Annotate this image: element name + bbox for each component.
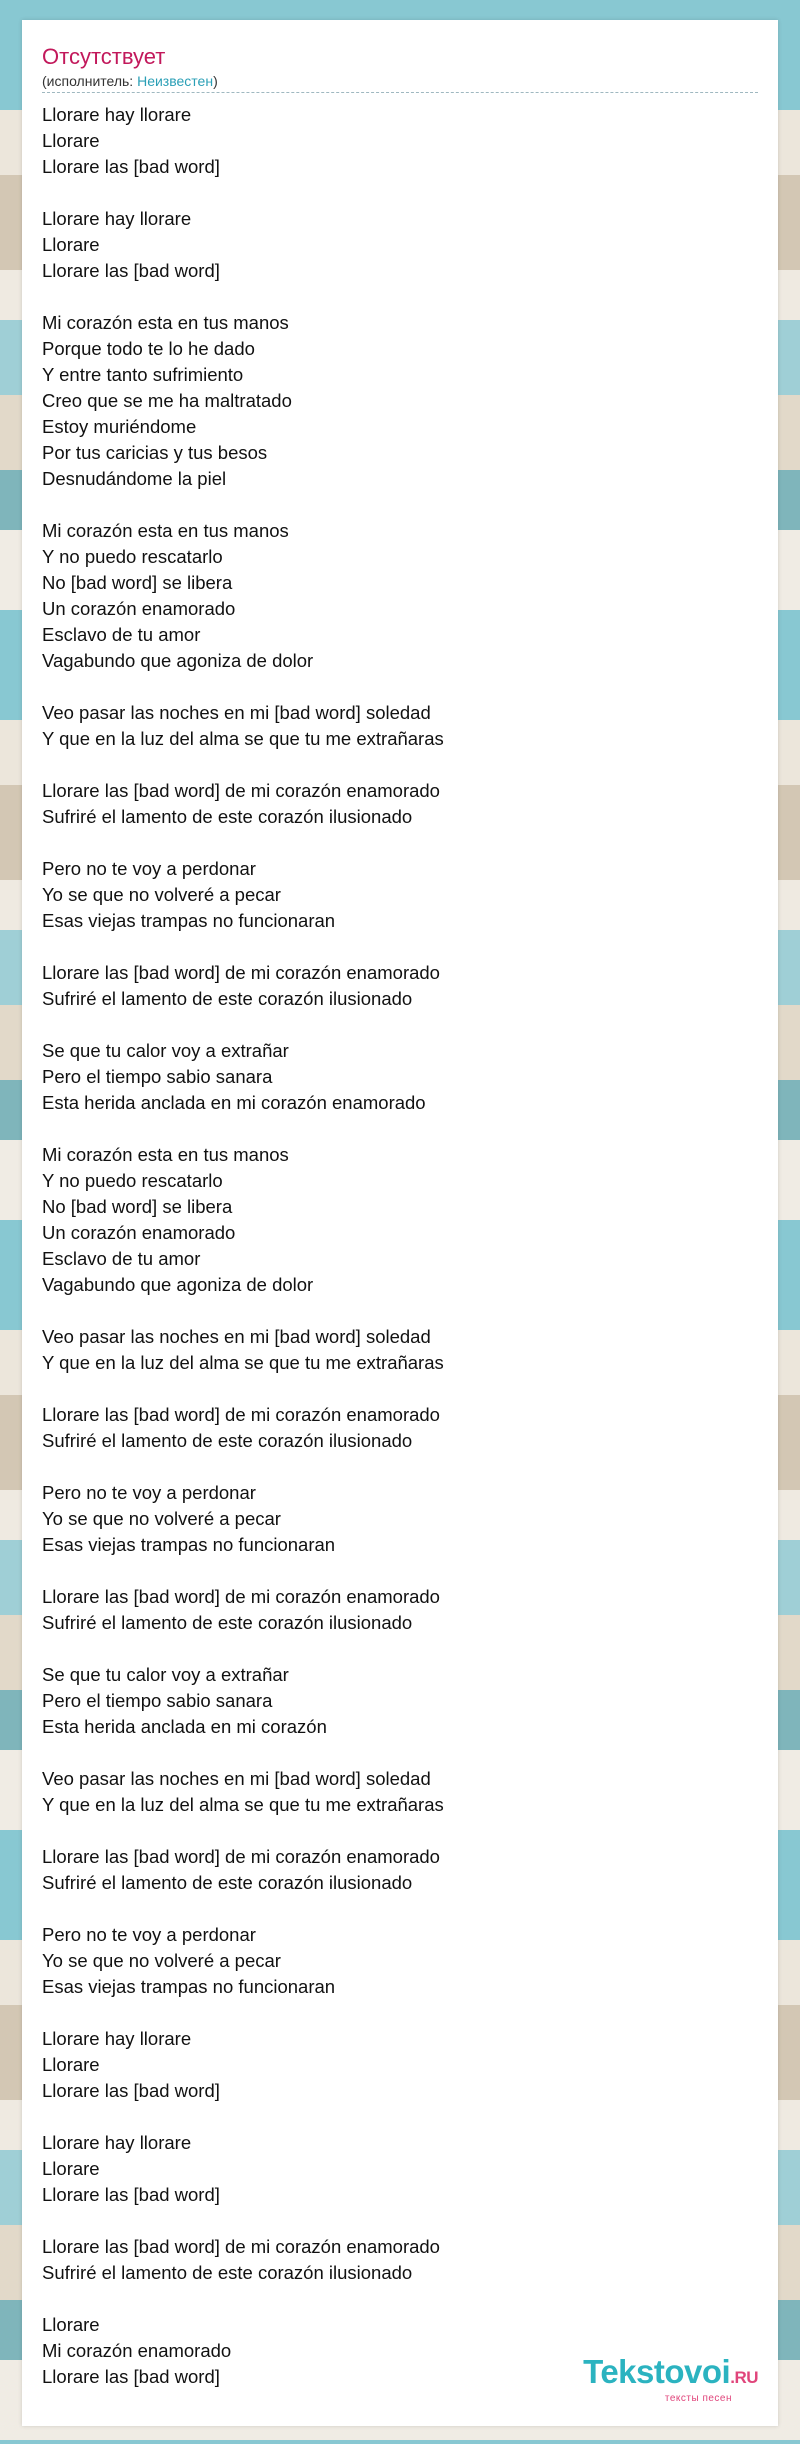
artist-link[interactable]: Неизвестен: [137, 73, 214, 89]
site-logo[interactable]: [583, 2355, 758, 2404]
logo-tagline: тексты песен: [664, 2393, 732, 2404]
song-title: Отсутствует: [42, 44, 166, 69]
artist-prefix: (исполнитель:: [42, 73, 138, 89]
logo-wordmark: [583, 2355, 758, 2395]
artist-line: [42, 72, 218, 90]
lyrics-card: [22, 20, 778, 2426]
logo-name: Tekstovoi: [583, 2353, 731, 2390]
logo-tld: .RU: [730, 2368, 758, 2387]
title-divider: [42, 92, 758, 93]
lyrics-text: Llorare hay llorare Llorare Llorare las [bad word] Llorare hay llorare Llorare Llorare las [bad word] Mi corazón esta en tus manos Porque todo te lo he dado Y entre tanto sufrimiento Creo que se me ha maltratado Estoy muriéndome Por tus caricias y tus besos Desnudándome la piel Mi corazón esta en tus manos Y no puedo rescatarlo No [bad word] se libera Un corazón enamorado Esclavo de tu amor Vagabundo que agoniza de dolor Veo pasar las noches en mi [bad word] soledad Y que en la luz del alma se que tu me extrañaras Llorare las [bad word] de mi corazón enamorado Sufriré el lamento de este corazón ilusionado Pero no te voy a perdonar Yo se que no volveré a pecar Esas viejas trampas no funcionaran Llorare las [bad word] de mi corazón enamorado Sufriré el lamento de este corazón ilusionado Se que tu calor voy a extrañar Pero el tiempo sabio sanara Esta herida anclada en mi corazón enamorado Mi corazón esta en tus manos Y no puedo rescatarlo No [bad word] se libera Un corazón enamorado Esclavo de tu amor Vagabundo que agoniza de dolor Veo pasar las noches en mi [bad word] soledad Y que en la luz del alma se que tu me extrañaras Llorare las [bad word] de mi corazón enamorado Sufriré el lamento de este corazón ilusionado Pero no te voy a perdonar Yo se que no volveré a pecar Esas viejas trampas no funcionaran Llorare las [bad word] de mi corazón enamorado Sufriré el lamento de este corazón ilusionado Se que tu calor voy a extrañar Pero el tiempo sabio sanara Esta herida anclada en mi corazón Veo pasar las noches en mi [bad word] soledad Y que en la luz del alma se que tu me extrañaras Llorare las [bad word] de mi corazón enamorado Sufriré el lamento de este corazón ilusionado Pero no te voy a perdonar Yo se que no volveré a pecar Esas viejas trampas no funcionaran Llorare hay llorare Llorare Llorare las [bad word] Llorare hay llorare Llorare Llorare las [bad word] Llorare las [bad word] de mi corazón enamorado Sufriré el lamento de este corazón ilusionado Llorare Mi corazón enamorado Llorare las [bad word]: [42, 104, 444, 2387]
artist-suffix: ): [213, 73, 218, 89]
